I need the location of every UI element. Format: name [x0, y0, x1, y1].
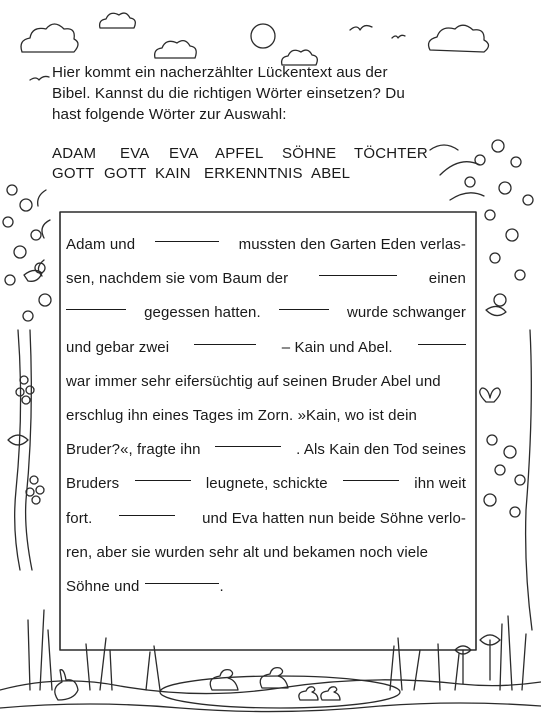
word-erkenntnis: ERKENNTNIS — [204, 165, 303, 182]
passage-line — [66, 536, 466, 570]
gap-text-passage — [66, 228, 466, 604]
blank-field[interactable] — [194, 331, 256, 345]
passage-text: Adam und — [66, 236, 136, 253]
passage-text: sen, nachdem sie vom Baum der — [66, 270, 289, 288]
passage-text: und Eva hatten nun beide Söhne verlo- — [202, 509, 466, 527]
blank-field[interactable] — [66, 296, 126, 310]
word-eva: EVA — [120, 145, 150, 162]
ground — [0, 610, 541, 712]
blank-field[interactable] — [135, 467, 191, 481]
word-eva: EVA — [169, 145, 199, 162]
passage-text: erschlug ihn eines Tages im Zorn. »Kain, wo ist dein — [66, 406, 417, 424]
word-gott: GOTT — [104, 165, 147, 182]
blank-field[interactable] — [215, 433, 281, 447]
cloud-icon — [100, 13, 136, 28]
duck-icon — [299, 687, 318, 700]
passage-text: leugnete, schickte — [205, 475, 328, 493]
word-apfel: APFEL — [215, 145, 264, 162]
pond — [160, 676, 400, 708]
passage-line — [66, 502, 466, 536]
blank-field[interactable] — [343, 467, 399, 481]
cloud-icon — [429, 25, 489, 52]
passage-text: ihn weit — [414, 475, 466, 493]
passage-text: Bruders — [66, 475, 120, 493]
passage-text: fort. — [66, 509, 93, 527]
bird-icon — [392, 35, 405, 38]
passage-text: . Als Kain den Tod seines — [296, 441, 466, 459]
passage-text: und gebar zwei — [66, 338, 170, 356]
passage-line — [66, 262, 466, 296]
bird-icon — [350, 26, 372, 30]
blank-field[interactable] — [119, 502, 175, 516]
passage-text: mussten den Garten Eden verlas- — [238, 236, 466, 253]
duck-icon — [321, 687, 340, 700]
blank-field[interactable] — [418, 331, 466, 345]
passage-line — [66, 399, 466, 433]
word-gott: GOTT — [52, 165, 95, 182]
intro-paragraph — [52, 62, 492, 125]
passage-line — [66, 331, 466, 365]
blank-field[interactable] — [279, 296, 329, 310]
word-toechter: TÖCHTER — [354, 145, 428, 162]
passage-text: . — [219, 577, 224, 595]
intro-line: Hier kommt ein nacherzählter Lückentext aus der — [52, 64, 388, 81]
passage-line — [66, 365, 466, 399]
cloud-icon — [21, 24, 78, 52]
butterfly-icon — [480, 388, 501, 402]
passage-text: Söhne und — [66, 577, 140, 595]
passage-text: – Kain und Abel. — [281, 338, 393, 356]
flower-icon — [480, 635, 500, 680]
word-adam: ADAM — [52, 145, 97, 162]
duck-icon — [260, 668, 288, 688]
blank-field[interactable] — [319, 262, 397, 276]
passage-text: einen — [428, 270, 466, 288]
blank-field[interactable] — [155, 228, 219, 242]
intro-line: Bibel. Kannst du die richtigen Wörter einsetzen? Du — [52, 85, 405, 102]
word-abel: ABEL — [311, 165, 351, 182]
passage-text: ren, aber sie wurden sehr alt und bekamen noch viele — [66, 543, 429, 561]
passage-line — [66, 467, 466, 501]
bird-icon — [30, 76, 49, 80]
passage-line — [66, 228, 466, 262]
blank-field[interactable] — [145, 570, 219, 584]
passage-text: Bruder?«, fragte ihn — [66, 441, 201, 459]
left-tree — [3, 185, 51, 570]
cloud-icon — [155, 41, 197, 58]
passage-line — [66, 570, 466, 604]
duck-icon — [210, 670, 238, 690]
passage-text: wurde schwanger — [346, 304, 466, 322]
word-soehne: SÖHNE — [282, 145, 337, 162]
passage-line — [66, 296, 466, 330]
passage-text: gegessen hatten. — [144, 304, 261, 322]
passage-text: war immer sehr eifersüchtig auf seinen Bruder Abel und — [66, 372, 441, 390]
intro-line: hast folgende Wörter zur Auswahl: — [52, 106, 287, 123]
rabbit-icon — [55, 670, 78, 700]
sun-icon — [251, 24, 275, 48]
passage-line — [66, 433, 466, 467]
word-kain: KAIN — [155, 165, 191, 182]
